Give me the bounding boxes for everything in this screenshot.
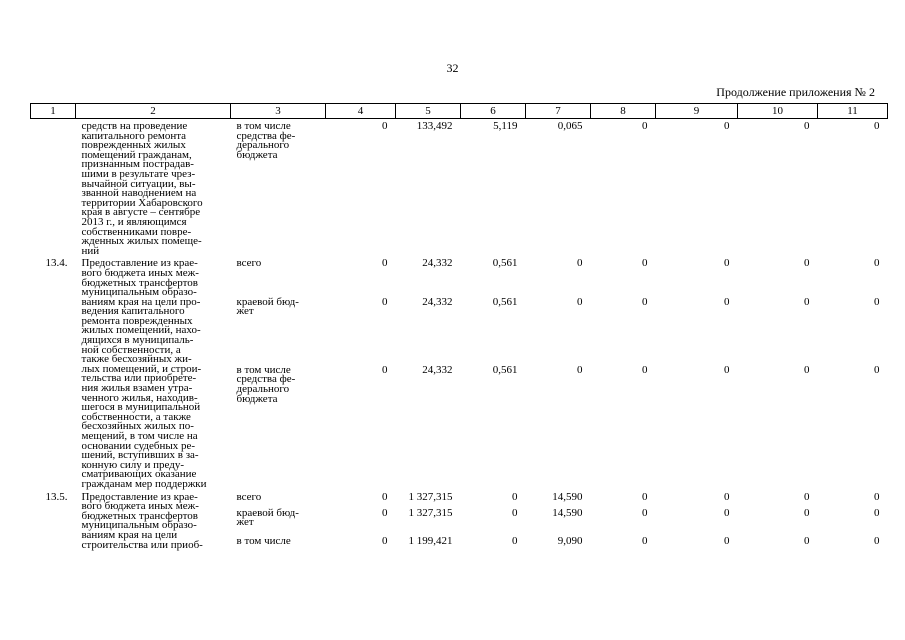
value-cell: 0 [642, 490, 648, 503]
value-cell: 0 [512, 506, 518, 519]
funding-source [231, 363, 326, 490]
value-cell: 0 [874, 295, 880, 308]
value-cell: 0 [512, 490, 518, 503]
funding-source-line: бюджета [236, 392, 278, 405]
value-cell: 0 [804, 257, 810, 270]
value-cell: 5,119 [493, 120, 518, 132]
continuation-label: Продолжение приложения № 2 [716, 85, 875, 99]
column-header: 2 [76, 104, 231, 119]
description-line: ния жилья взамен утра- [81, 382, 193, 395]
column-header: 9 [656, 104, 738, 119]
value-cell: 133,492 [416, 120, 453, 132]
item-number: 13.4. [45, 257, 68, 270]
page-number: 32 [446, 61, 459, 75]
table-header-row [31, 104, 888, 119]
description-line: жденных жилых помеще- [81, 235, 202, 248]
value-cell: 0 [642, 120, 648, 132]
description-line: также бесхозяйных жи- [81, 353, 192, 366]
description-line: бюджетных трансфертов [81, 509, 198, 522]
item-description [76, 490, 231, 551]
description-line: собственниками повре- [81, 225, 192, 238]
description-line: мещений, в том числе на [81, 430, 198, 442]
value-cell: 0 [874, 257, 880, 270]
description-line: шегося в муниципальной [81, 401, 201, 414]
funding-source-line: бюджета [236, 148, 278, 161]
funding-source [231, 295, 326, 363]
value-cell: 1 327,315 [408, 490, 453, 503]
table-row [31, 490, 888, 506]
value-cell: 0 [724, 506, 730, 519]
funding-source-line: краевой бюд- [236, 506, 299, 519]
value-cell: 9,090 [557, 535, 583, 548]
value-cell: 0 [382, 120, 388, 132]
value-cell: 24,332 [422, 363, 453, 376]
value-cell: 0 [382, 490, 388, 503]
value-cell: 1 199,421 [408, 535, 453, 548]
value-cell: 14,590 [552, 506, 583, 519]
column-header: 5 [396, 104, 461, 119]
description-line: муниципальным образо- [81, 286, 197, 299]
column-header: 8 [591, 104, 656, 119]
value-cell: 0 [642, 295, 648, 308]
value-cell: 0 [512, 535, 518, 548]
description-line: ваниям края на цели [81, 528, 178, 541]
column-header: 11 [818, 104, 888, 119]
description-line: лых помещений, и строи- [81, 362, 202, 375]
description-line: бюджетных трансфертов [81, 276, 198, 289]
value-cell: 0 [642, 257, 648, 270]
value-cell: 1 327,315 [408, 506, 453, 519]
column-header: 4 [326, 104, 396, 119]
value-cell: 24,332 [422, 295, 453, 308]
value-cell: 0 [874, 363, 880, 376]
value-cell: 0,561 [492, 257, 518, 270]
value-cell: 0 [382, 535, 388, 548]
funding-source-line: дерального [236, 383, 290, 396]
description-line: муниципальным образо- [81, 519, 197, 532]
description-line: шими в результате чрез- [81, 167, 196, 180]
table-row [31, 119, 888, 257]
description-line: тельства или приобрете- [81, 372, 197, 385]
value-cell: 0 [577, 295, 583, 308]
funding-source-line: дерального [236, 139, 290, 152]
value-cell: 0 [724, 120, 730, 132]
description-line: Предоставление из крае- [81, 257, 198, 270]
value-cell: 0 [874, 490, 880, 503]
value-cell: 0 [724, 257, 730, 270]
funding-source [231, 119, 326, 257]
budget-table [30, 103, 888, 550]
column-header: 1 [31, 104, 76, 119]
funding-source-line: всего [236, 257, 262, 270]
value-cell: 0 [382, 295, 388, 308]
funding-source-line: краевой бюд- [236, 295, 299, 308]
description-line: собственности, а также [81, 410, 191, 423]
description-line: вого бюджета иных меж- [81, 500, 199, 513]
column-header: 10 [738, 104, 818, 119]
description-line: шений, вступивших в за- [81, 449, 199, 462]
funding-source-line: всего [236, 490, 262, 503]
description-line: помещений гражданам, [81, 148, 192, 161]
funding-source-line: в том числе [236, 363, 291, 376]
funding-source-line: средства фе- [236, 373, 296, 386]
value-cell: 0 [577, 363, 583, 376]
value-cell: 0,065 [557, 120, 583, 132]
value-cell: 0 [804, 363, 810, 376]
item-number: 13.5. [45, 490, 68, 503]
description-line: ведения капитального [81, 305, 185, 318]
value-cell: 0 [382, 506, 388, 519]
column-header: 6 [461, 104, 526, 119]
description-line: края в августе – сентябре [81, 206, 201, 219]
description-line: вого бюджета иных меж- [81, 266, 199, 279]
value-cell: 0 [642, 535, 648, 548]
item-description [76, 256, 231, 489]
value-cell: 0 [874, 506, 880, 519]
value-cell: 0 [724, 490, 730, 503]
value-cell: 0,561 [492, 363, 518, 376]
value-cell: 0 [804, 506, 810, 519]
description-line: дящихся в муниципаль- [81, 334, 194, 347]
funding-source-line: в том числе [236, 120, 291, 132]
description-line: строительства или приоб- [81, 538, 203, 551]
description-line: средств на проведение [81, 120, 188, 132]
value-cell: 0 [382, 257, 388, 270]
item-description [76, 119, 231, 257]
value-cell: 14,590 [552, 490, 583, 503]
value-cell: 0 [642, 363, 648, 376]
description-line: признанным пострадав- [81, 158, 194, 171]
description-line: сматривающих оказание [81, 468, 197, 481]
description-line: капитального ремонта [81, 129, 187, 142]
value-cell: 0 [874, 535, 880, 548]
funding-source-line: в том числе [236, 535, 291, 548]
value-cell: 0 [724, 535, 730, 548]
description-line: Предоставление из крае- [81, 490, 198, 503]
value-cell: 0 [804, 295, 810, 308]
value-cell: 0 [724, 295, 730, 308]
description-line: основании судебных ре- [81, 439, 196, 452]
description-line: званной наводнением на [81, 187, 197, 200]
funding-source [231, 506, 326, 534]
value-cell: 0 [577, 257, 583, 270]
description-line: ний [81, 244, 100, 257]
value-cell: 24,332 [422, 257, 453, 270]
description-line: жилых помещений, нахо- [81, 324, 201, 337]
funding-source [231, 534, 326, 550]
column-header: 3 [231, 104, 326, 119]
description-line: бесхозяйных жилых по- [81, 420, 194, 433]
funding-source [231, 256, 326, 295]
value-cell: 0 [382, 363, 388, 376]
funding-source-line: жет [236, 305, 254, 318]
description-line: ремонта поврежденных [81, 314, 193, 327]
value-cell: 0 [804, 535, 810, 548]
funding-source [231, 490, 326, 506]
description-line: ваниям края на цели про- [81, 295, 201, 308]
description-line: конную силу и преду- [81, 458, 185, 471]
value-cell: 0 [642, 506, 648, 519]
table-row [31, 256, 888, 295]
description-line: ной собственности, а [81, 343, 181, 356]
column-header: 7 [526, 104, 591, 119]
description-line: 2013 г., и являющимся [81, 215, 187, 228]
value-cell: 0,561 [492, 295, 518, 308]
item-number [31, 119, 76, 257]
description-line: вычайной ситуации, вы- [81, 177, 196, 190]
table-body [31, 119, 888, 551]
funding-source-line: средства фе- [236, 129, 296, 142]
description-line: территории Хабаровского [81, 196, 203, 209]
description-line: поврежденных жилых [81, 139, 186, 152]
value-cell: 0 [724, 363, 730, 376]
value-cell: 0 [804, 120, 810, 132]
description-line: гражданам мер поддержки [81, 477, 207, 490]
description-line: ченного жилья, находив- [81, 391, 198, 404]
funding-source-line: жет [236, 516, 254, 529]
value-cell: 0 [874, 120, 880, 132]
value-cell: 0 [804, 490, 810, 503]
